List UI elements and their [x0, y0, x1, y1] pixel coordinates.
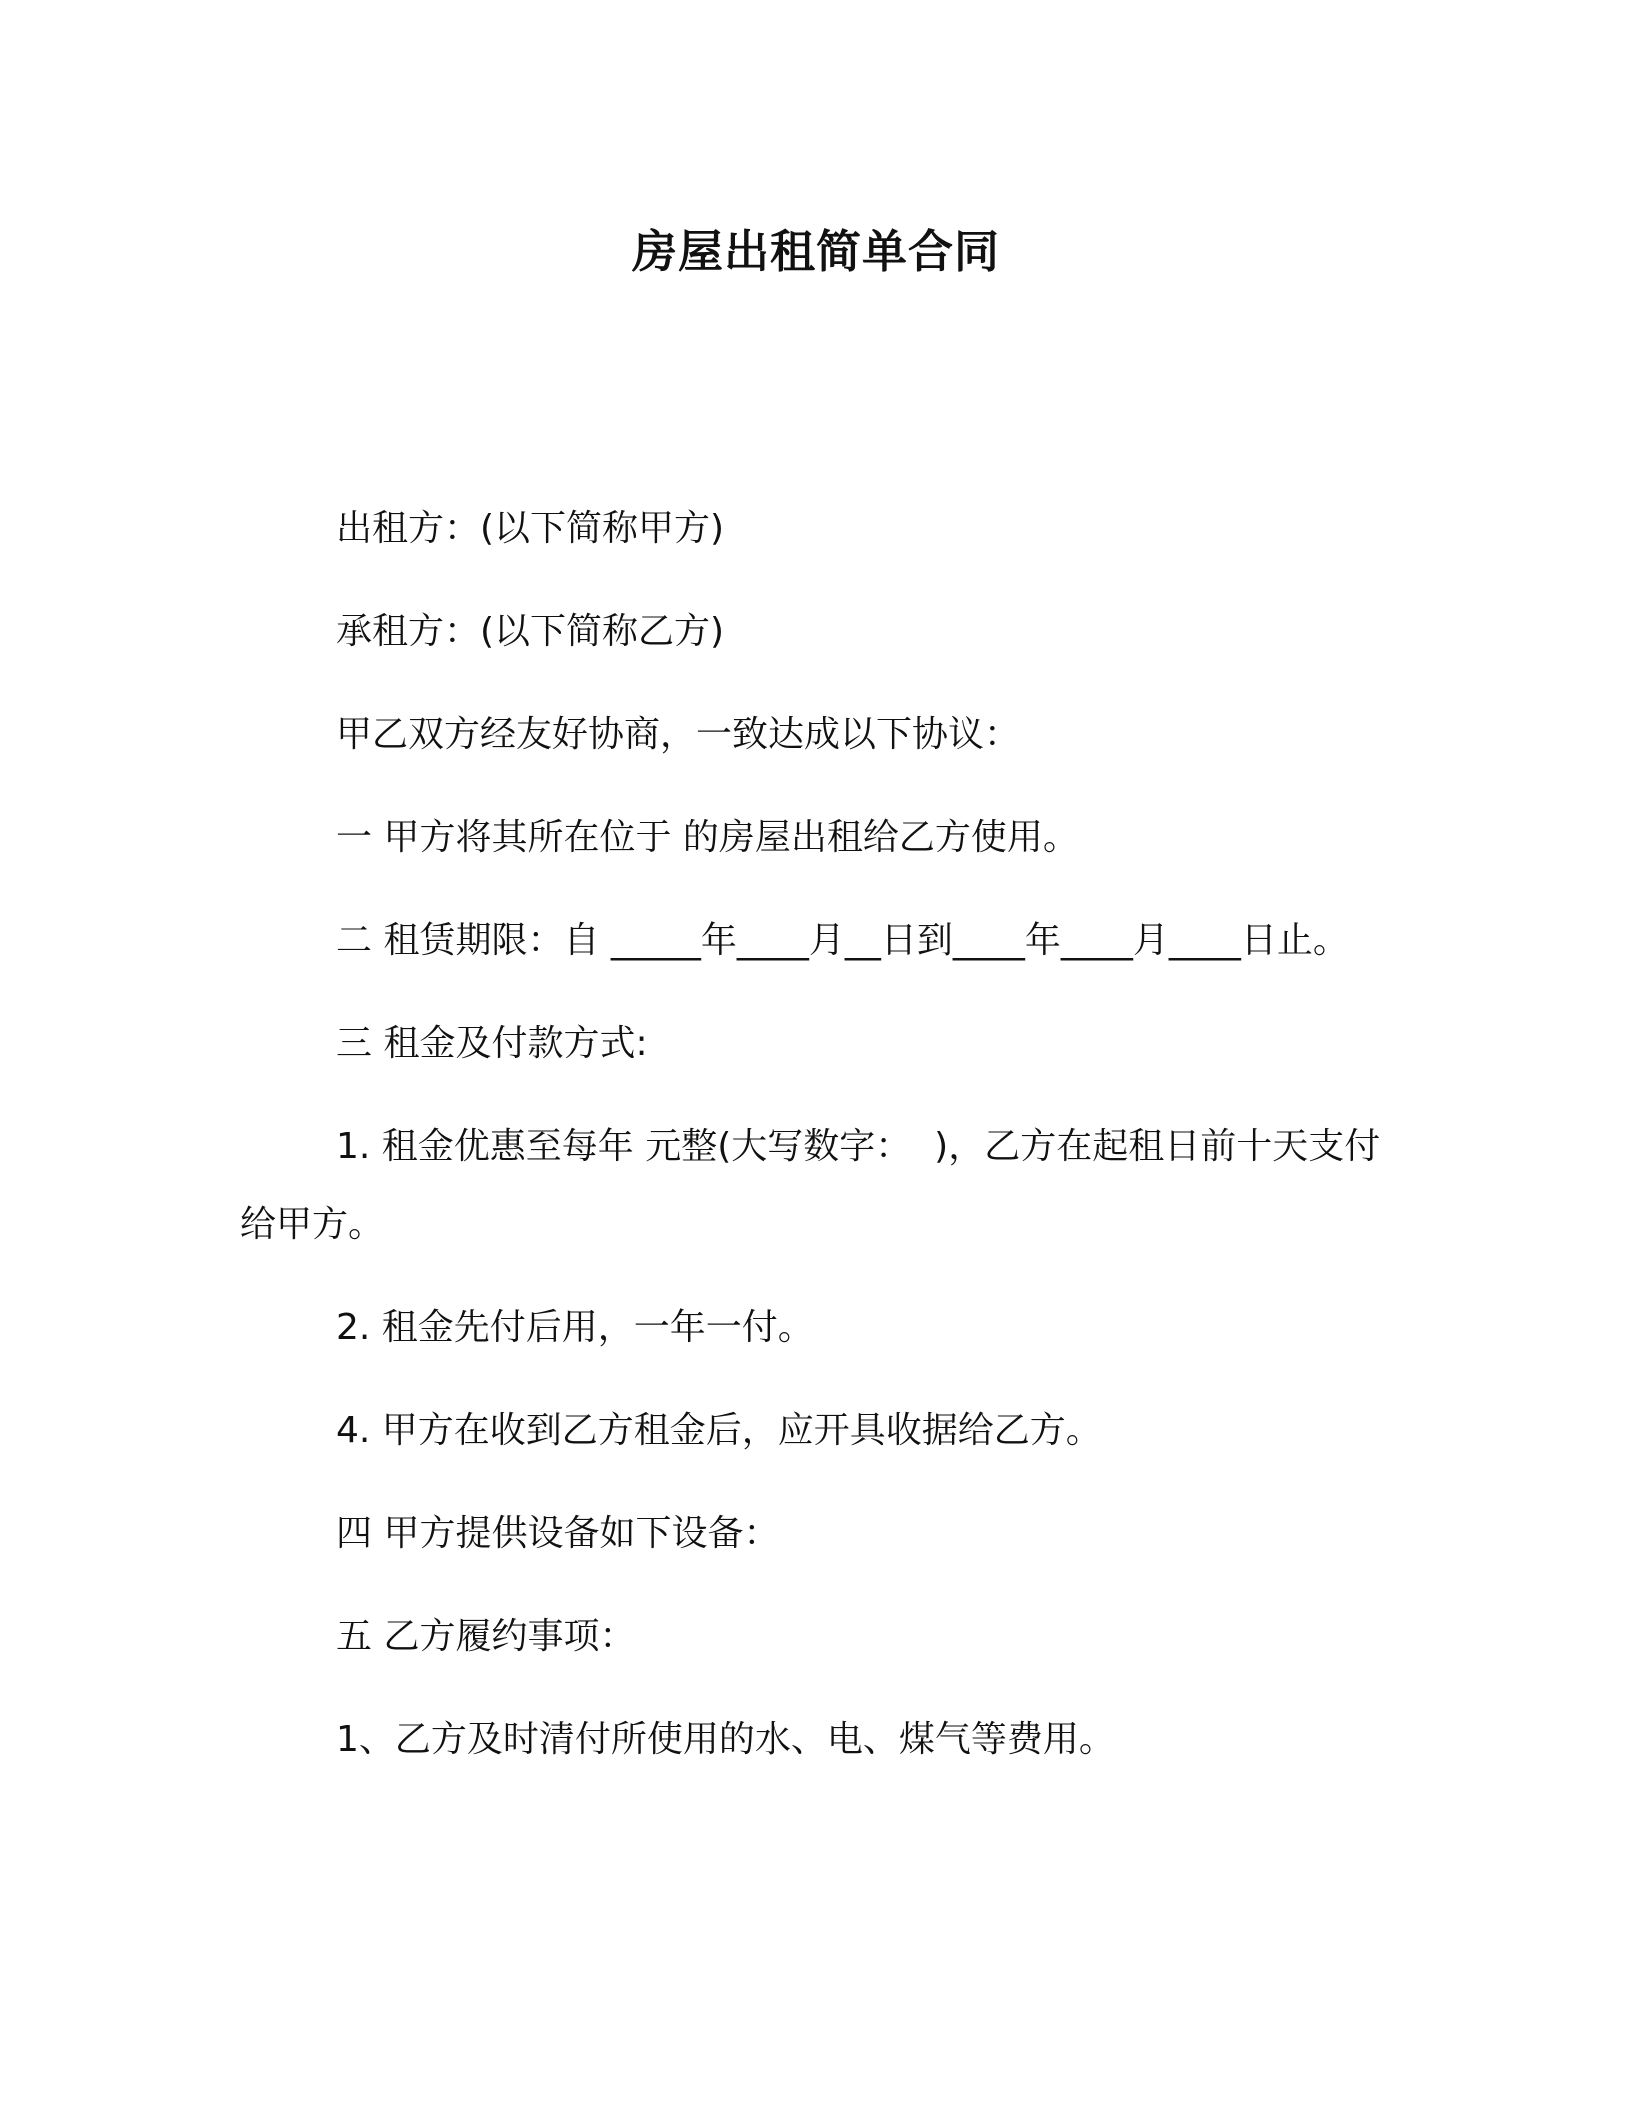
paragraph-clause-2-term: 二 租赁期限：自 _____年____月__日到____年____月____日止。 [336, 920, 1349, 961]
paragraph-obligation-item-1: 1、乙方及时清付所使用的水、电、煤气等费用。 [336, 1719, 1115, 1760]
paragraph-rent-item-1: 1. 租金优惠至每年 元整(大写数字： )，乙方在起租日前十天支付给甲方。 [240, 1126, 1381, 1245]
paragraph-clause-4-equipment: 四 甲方提供设备如下设备： [336, 1513, 780, 1554]
paragraph-agreement-intro: 甲乙双方经友好协商，一致达成以下协议： [336, 714, 1021, 755]
paragraph-clause-1: 一 甲方将其所在位于 的房屋出租给乙方使用。 [336, 817, 1079, 858]
paragraph-rent-item-2: 2. 租金先付后用，一年一付。 [336, 1307, 814, 1348]
document-title: 房屋出租简单合同 [631, 225, 1000, 278]
paragraph-rent-item-4: 4. 甲方在收到乙方租金后，应开具收据给乙方。 [336, 1410, 1102, 1451]
paragraph-clause-5-obligations: 五 乙方履约事项： [336, 1616, 636, 1657]
paragraph-lessee: 承租方：(以下简称乙方) [336, 611, 725, 652]
document-body [240, 490, 1390, 1804]
paragraph-lessor: 出租方：(以下简称甲方) [336, 508, 725, 549]
paragraph-clause-3-rent: 三 租金及付款方式: [336, 1023, 648, 1064]
